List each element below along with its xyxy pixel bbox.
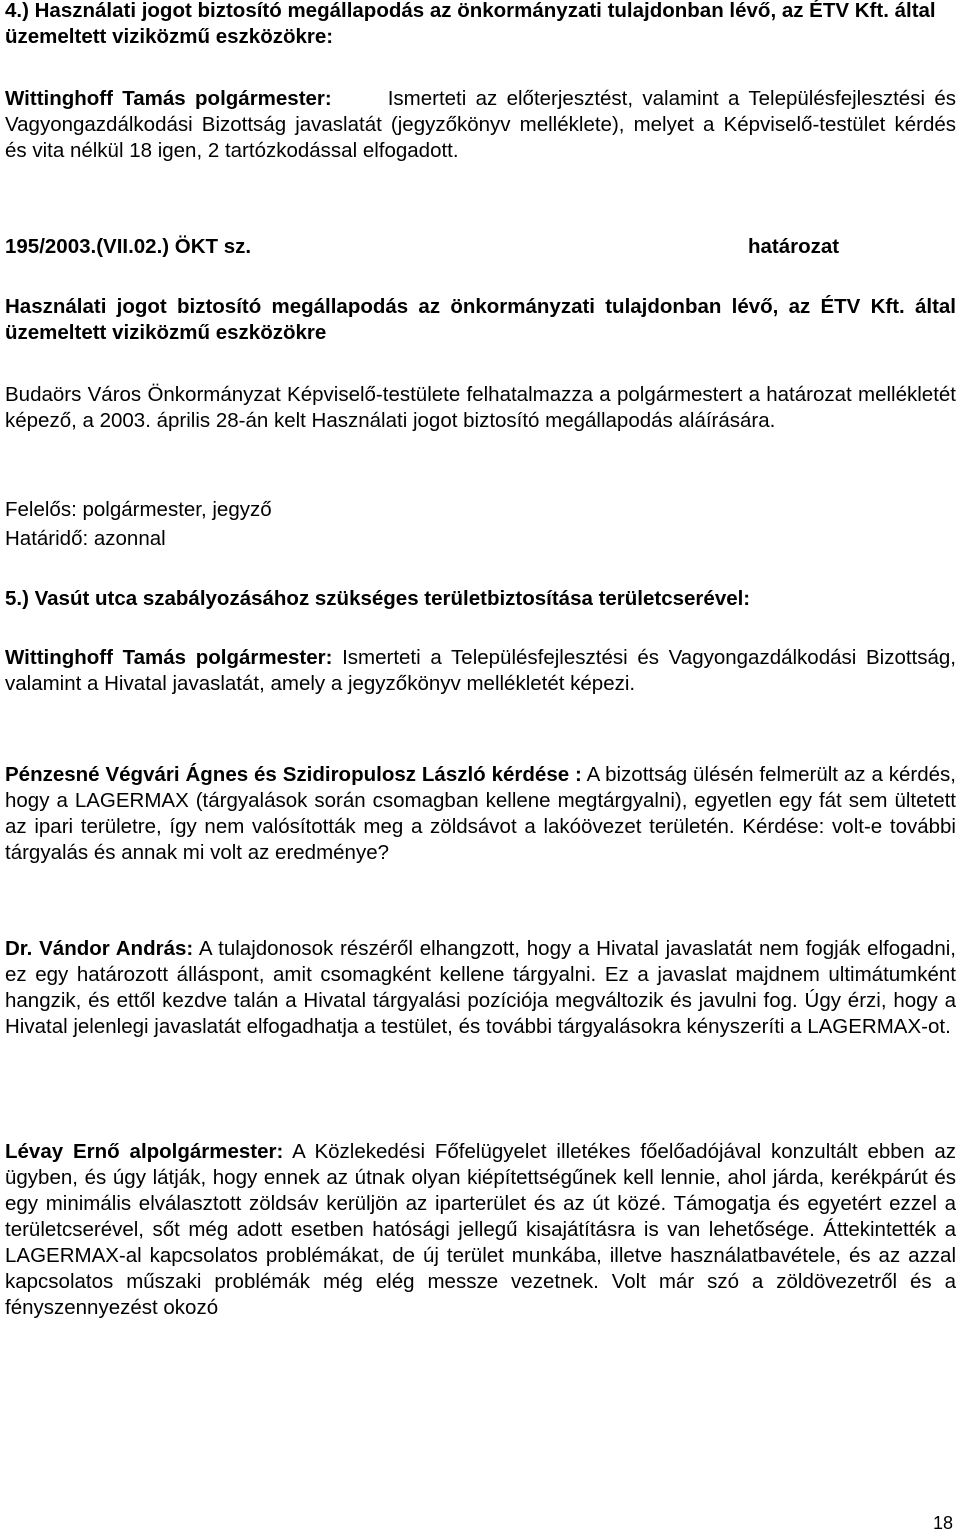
speaker-wittinghoff: Wittinghoff Tamás polgármester:	[5, 87, 332, 110]
paragraph-text: Ismerteti a Településfejlesztési és Vagyongazdálkodási Bizottság, valamint a Hivatal javaslatát, amely a jegyzőkönyv mellékletét képezi.	[5, 646, 956, 695]
resolution-number: 195/2003.(VII.02.) ÖKT sz.	[5, 235, 252, 258]
resolution-responsible: Felelős: polgármester, jegyző	[5, 498, 272, 521]
section4-heading: 4.) Használati jogot biztosító megállapodás az önkormányzati tulajdonban lévő, az ÉTV Kft. által üzemeltett viziközmű eszközökre:	[5, 0, 936, 48]
resolution-label: határozat	[748, 235, 840, 258]
section5-paragraph	[5, 645, 956, 697]
paragraph-speaker: Wittinghoff Tamás polgármester:	[5, 646, 333, 669]
page-number: 18	[933, 1513, 954, 1533]
resolution-body: Budaörs Város Önkormányzat Képviselő-testülete felhatalmazza a polgármestert a határozat mellékletét képező, a 2003. április 28-án kelt Használati jogot biztosító megállapodás aláírására.	[5, 383, 956, 432]
resolution-title: Használati jogot biztosító megállapodás az önkormányzati tulajdonban lévő, az ÉTV Kft. által üzemeltett viziközmű eszközökre	[5, 295, 956, 344]
resolution-header	[5, 234, 956, 260]
paragraph-text: A tulajdonosok részéről elhangzott, hogy a Hivatal javaslatát nem fogják elfogadni, ez egy határozott álláspont, amit csomagként kellene tárgyalni. Ez a javaslat majdnem ultimátumként hangzik, és ettől kezdve talán a Hivatal tárgyalási pozíciója megváltozik és javulni fog. Úgy érzi, hogy a Hivatal jelenlegi javaslatát elfogadhatja a testület, és további tárgyalásokra kényszeríti a LAGERMAX-ot.	[5, 937, 956, 1038]
paragraph-speaker: Lévay Ernő alpolgármester:	[5, 1140, 284, 1163]
section4-intro-paragraph	[5, 86, 956, 164]
section5-heading: 5.) Vasút utca szabályozásához szükséges területbiztosítása területcserével:	[5, 587, 751, 610]
section5-paragraph	[5, 762, 956, 866]
paragraph-text: A Közlekedési Főfelügyelet illetékes főelőadójával konzultált ebben az ügyben, és úgy látják, hogy ennek az útnak olyan kiépítettségűnek kell lennie, ahol járda, kerékpárút és egy minimális elválasztott zöldsáv kerüljön az iparterület és az út közé. Támogatja és egyetért ezzel a területcserével, sőt még adott esetben hatósági jellegű kisajátításra is van lehetősége. Áttekintették a LAGERMAX-al kapcsolatos problémákat, de új terület munkába, illetve használatbavétele, és az azzal kapcsolatos műszaki problémák még elég messze vezetnek. Volt már szó a zöldövezetről és a fényszennyezést okozó	[5, 1140, 956, 1319]
paragraph-speaker: Pénzesné Végvári Ágnes és Szidiropulosz László kérdése :	[5, 763, 582, 786]
paragraph-speaker: Dr. Vándor András:	[5, 937, 194, 960]
section4-intro-text: Ismerteti az előterjesztést, valamint a Településfejlesztési és Vagyongazdálkodási Bizottság javaslatát (jegyzőkönyv melléklete), melyet a Képviselő-testület kérdés és vita nélkül 18 igen, 2 tartózkodással elfogadott.	[5, 87, 956, 162]
section5-paragraph	[5, 1139, 956, 1321]
paragraph-text: A bizottság ülésén felmerült az a kérdés, hogy a LAGERMAX (tárgyalások során csomagban kellene megtárgyalni), egyetlen egy fát sem ültetett az ipari területre, így nem valósították meg a zöldsávot a lakóövezet területén. Kérdése: volt-e további tárgyalás és annak mi volt az eredménye?	[5, 763, 956, 864]
section5-paragraph	[5, 936, 956, 1040]
resolution-deadline: Határidő: azonnal	[5, 527, 166, 550]
